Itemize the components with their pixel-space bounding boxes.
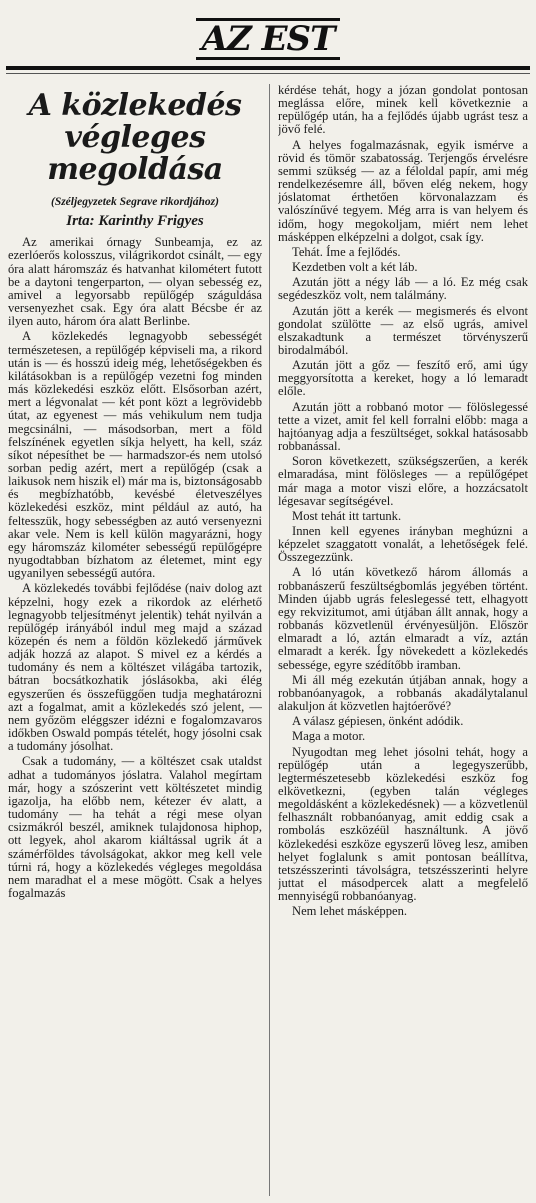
article-paragraph: Azután jött a kerék — megismerés és elvont gondolat szülötte — az első ugrás, amivel elszakadtunk a természet törvényszerű birodalmából. <box>278 303 528 357</box>
article-paragraph: Nyugodtan meg lehet jósolni tehát, hogy a repülőgép után a legegyszerűbb, legtermészetesebb közlekedési eszköz fog elkövetkezni, (egyben talán végleges megoldásként a közlekedésnek) — a közvetlenül felhasznált robbanóanyag, amit eddig csak a rombolás eszközéül használtunk. A jövő közlekedési eszköze egyszerű löveg lesz, amiben helyet foglalunk s amit pontosan beállítva, tetszésszerinti távolságra, tetszésszerinti helyre juttat el másodpercek alatt a megfelelő mennyiségű robbanóanyag. <box>278 744 528 904</box>
article-subtitle: (Széljegyzetek Segrave rikordjához) <box>50 196 219 208</box>
column-divider <box>269 84 270 1196</box>
article-paragraph: Tehát. Íme a fejlődés. <box>292 244 401 259</box>
article-column-right <box>278 84 528 1199</box>
article-paragraph: Azután jött a négy láb — a ló. Ez még csak segédeszköz volt, nem találmány. <box>278 275 528 303</box>
newspaper-logo: AZ EST <box>196 18 341 60</box>
article-paragraph: Soron következett, szükségszerűen, a kerék elmaradása, mint fölösleges — a repülőgépet már maga a motor viszi előre, a hozzácsatolt légesavar segítségével. <box>278 454 528 508</box>
article-paragraph: kérdése tehát, hogy a józan gondolat pontosan meglássa előre, minek kell következnie a repülőgép után, ha a fejlődés újabb ugrást tesz a jövő felé. <box>278 84 528 137</box>
article-paragraph: A ló után következő három állomás a robbanászerű feszültségbomlás jegyében történt. Minden újabb ugrás feleslegessé tett, elhagyott egy rekvizitumot, ami útjában állt annak, hogy a robbanás közvetlenül érvényesüljön. Először elmaradt a ló, aztán elmaradt a víz, aztán elmaradt a kerék. Így növekedett a közlekedés sebessége, egyre szédítőbb iramban. <box>278 565 528 672</box>
article-paragraph: Innen kell egyenes irányban meghúzni a képzelet szaggatott vonalát, a lehetőségek felé. Összegezzünk. <box>278 524 528 565</box>
article-paragraph: Nem lehet másképpen. <box>292 904 408 919</box>
article-paragraph: Azután jött a robbanó motor — fölöslegessé tette a vizet, amit fel kell forralni előbb: maga a hajtóanyag adja a feszültséget, sokkal hatásosabb robbanással. <box>278 399 528 454</box>
article-paragraph: A helyes fogalmazásnak, egyik ismérve a rövid és tömör szabatosság. Terjengős érvelésre semmi szükség — az a féloldal papír, ami még rendelkezésemre áll, bőven elég nekem, hogy jóslatomat érthetően körvonalazzam és valószínűvé tegyem. Még arra is van helyem és időm, hogy megokoljam, miért nem lehet másképpen elképzelni a dolgot, csak így. <box>278 137 528 244</box>
masthead <box>0 18 536 60</box>
article-column-left <box>8 84 262 1199</box>
article-paragraph: A közlekedés további fejlődése (naiv dolog azt képzelni, hogy ezek a rikordok az elérhető legnagyobb teljesítményt jelentik) tehát nyilván a repülőgép irányából indul meg majd a század közepén és nem a földön közlekedő járművek adják hozzá az alapot. S mivel ez a kérdés a tudomány és nem a költészet világába tartozik, bátran bocsátkozhatik jóslásokba, aki élég egyszerűen és összefüggően tudja meghatározni azt a fogalmat, amit a közlekedés szó jelent, — nem győzöm eléggszer idézni e fogalomzavaros időkben Oswald pompás tételét, hogy jósolni csak a tudomány jósolhat. <box>8 581 262 754</box>
article-byline: Irta: Karinthy Frigyes <box>66 213 204 230</box>
article-paragraph: Az amerikai órnagy Sunbeamja, ez az ezerlóerős kolosszus, világrikordot csinált, — egy óra alatt háromszáz és hatvanhat kilométert futott be a daytoni tengerparton, — olyan sebesség ez, amivel a legyorsabb repülőgép száguldása versenyezhet csak. Egy óra alatt Bécsbe ér az ilyen auto, három óra alatt Berlinbe. <box>8 235 262 329</box>
article-paragraph: A válasz gépiesen, önként adódik. <box>292 714 464 729</box>
article-paragraph: A közlekedés legnagyobb sebességét természetesen, a repülőgép képviseli ma, a rikord után is — és hosszú ideig még, lehetőségekben és kilátásokban is a repülőgép vezetni fog minden más közlekedési eszköz előtt. Elsősorban azért, mert a légvonalat — két pont közt a legrövidebb útat, az egyenest — más vehikulum nem tudja megcsinálni, — másodsorban, mert a föld felszínének egyetlen síkja helyett, ha kell, száz síkot népesíthet be — harmadszor-és nem utolsó sorban pedig azért, mert a repülőgép (csak a laikusok nem hiszik el) már ma is, biztonságosabb és megbízhatóbb, kevésbé életveszélyes közlekedési eszköz, mint például az autó, ha feltesszük, hogy sebességben az autó versenyezni akar vele. Nem is kell külön magyarázni, hogy egy háromszáz kilométer sebességű repülőgépre nyugodtabban bízhatom az életemet, mint egy ugyanilyen sebességű autóra. <box>8 329 262 581</box>
article-paragraph: Most tehát itt tartunk. <box>292 508 402 523</box>
article-paragraph: Maga a motor. <box>292 729 366 744</box>
masthead-rule <box>6 66 530 70</box>
article-headline: A közlekedés végleges megoldása <box>28 88 242 187</box>
article-paragraph: Csak a tudomány, — a költészet csak utaldst adhat a tudományos jóslatra. Valahol megírtam már, hogy a szószerint vett költészetet mindig igazolja, ha előbb nem, kétezer év alatt, a tudomány — ha tehát a régi mese olyan csizmákról beszél, amiknek tulajdonosa hiphop, ott legyek, ahol akarom kiáltással ugrik át a számérföldes távolságokat, akkor meg kell vele túrni rá, hogy a közlekedés végleges megoldása nem maradhat el a mese mögött. Csak a helyes fogalmazás <box>8 754 262 900</box>
article-paragraph: Azután jött a gőz — feszítő erő, ami úgy meggyorsította a kereket, hogy a ló lemaradt előle. <box>278 358 528 399</box>
article-paragraph: Kezdetben volt a két láb. <box>292 260 418 275</box>
article-paragraph: Mi áll még ezekután útjában annak, hogy a robbanóanyagok, a robbanás akadálytalanul alakuljon át közvetlen hajtóerővé? <box>278 672 528 714</box>
masthead-rule-thin <box>6 73 530 74</box>
